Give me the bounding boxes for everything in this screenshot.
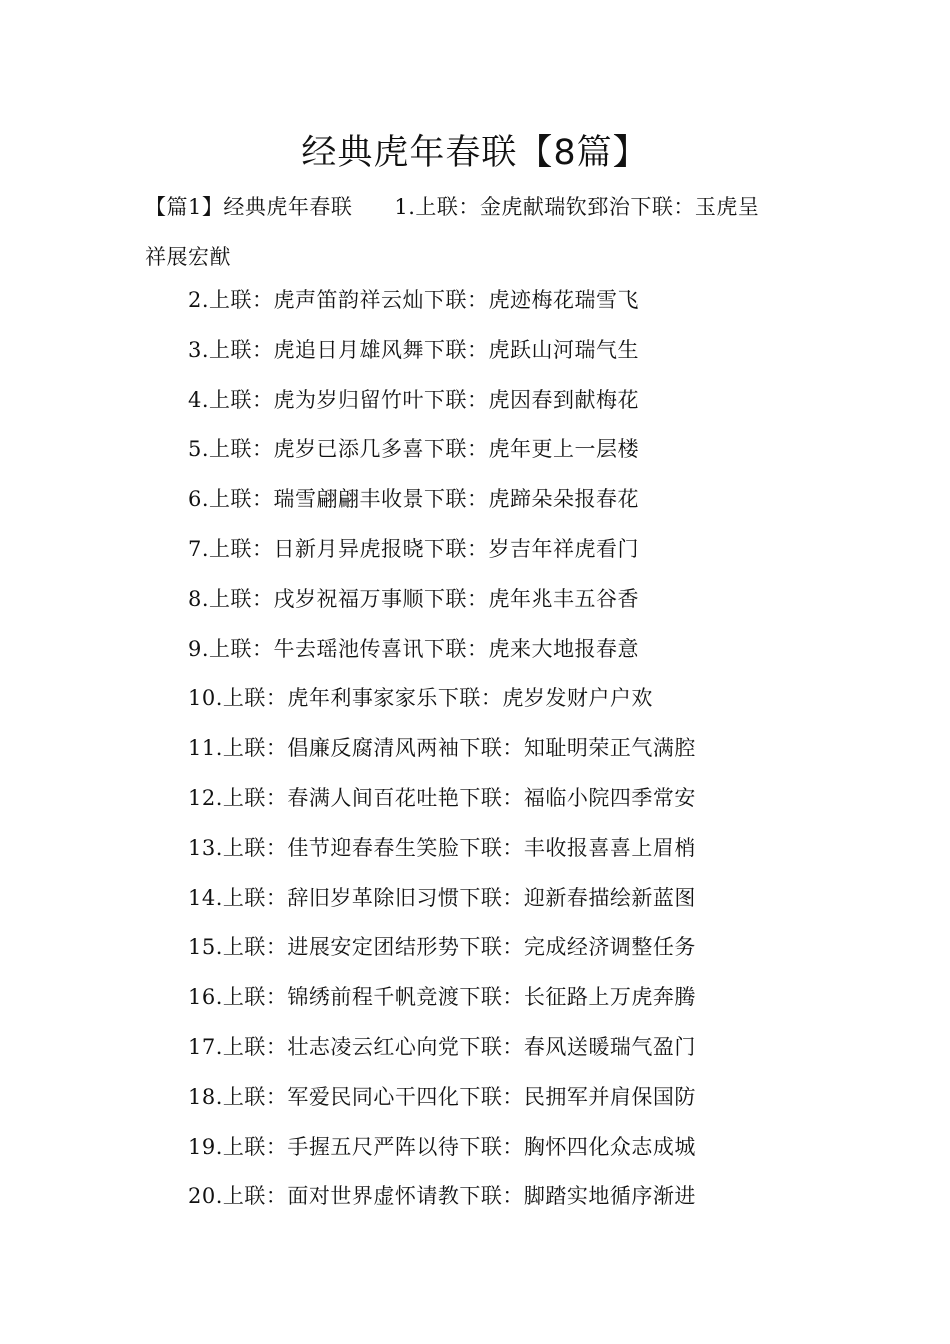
couplet-first-item: 1.上联：金虎献瑞钦郅治下联：玉虎呈: [394, 195, 760, 219]
couplet-item: 14.上联：辞旧岁革除旧习惯下联：迎新春描绘新蓝图: [188, 885, 696, 910]
couplet-item: 2.上联：虎声笛韵祥云灿下联：虎迹梅花瑞雪飞: [188, 288, 640, 312]
couplet-item: 3.上联：虎追日月雄风舞下联：虎跃山河瑞气生: [188, 337, 640, 362]
document-title: 经典虎年春联【8篇】: [301, 133, 649, 173]
couplet-item: 13.上联：佳节迎春春生笑脸下联：丰收报喜喜上眉梢: [188, 835, 696, 860]
section-heading: 【篇1】经典虎年春联: [145, 195, 353, 219]
couplet-item: 15.上联：进展安定团结形势下联：完成经济调整任务: [188, 935, 696, 960]
couplet-item: 8.上联：戌岁祝福万事顺下联：虎年兆丰五谷香: [188, 586, 640, 611]
couplet-item: 9.上联：牛去瑶池传喜讯下联：虎来大地报春意: [188, 636, 640, 661]
couplet-item: 20.上联：面对世界虚怀请教下联：脚踏实地循序渐进: [188, 1184, 696, 1209]
couplet-item: 6.上联：瑞雪翩翩丰收景下联：虎蹄朵朵报春花: [188, 487, 640, 512]
couplet-item: 12.上联：春满人间百花吐艳下联：福临小院四季常安: [188, 785, 696, 810]
couplet-item: 11.上联：倡廉反腐清风两袖下联：知耻明荣正气满腔: [188, 736, 696, 761]
couplet-item: 4.上联：虎为岁归留竹叶下联：虎因春到献梅花: [188, 387, 640, 412]
couplet-item: 19.上联：手握五尺严阵以待下联：胸怀四化众志成城: [188, 1134, 696, 1159]
couplet-item: 16.上联：锦绣前程千帆竞渡下联：长征路上万虎奔腾: [188, 985, 696, 1010]
couplet-item: 5.上联：虎岁已添几多喜下联：虎年更上一层楼: [188, 437, 640, 462]
couplet-item: 7.上联：日新月异虎报晓下联：岁吉年祥虎看门: [188, 536, 640, 561]
couplet-item: 17.上联：壮志凌云红心向党下联：春风送暖瑞气盈门: [188, 1034, 696, 1059]
intro-paragraph: [145, 182, 815, 282]
couplet-item: 10.上联：虎年利事家家乐下联：虎岁发财户户欢: [188, 686, 653, 711]
couplet-first-item-wrap: 祥展宏猷: [145, 245, 231, 269]
couplet-item: 18.上联：军爱民同心干四化下联：民拥军并肩保国防: [188, 1084, 696, 1109]
couplet-list: [188, 276, 696, 1222]
